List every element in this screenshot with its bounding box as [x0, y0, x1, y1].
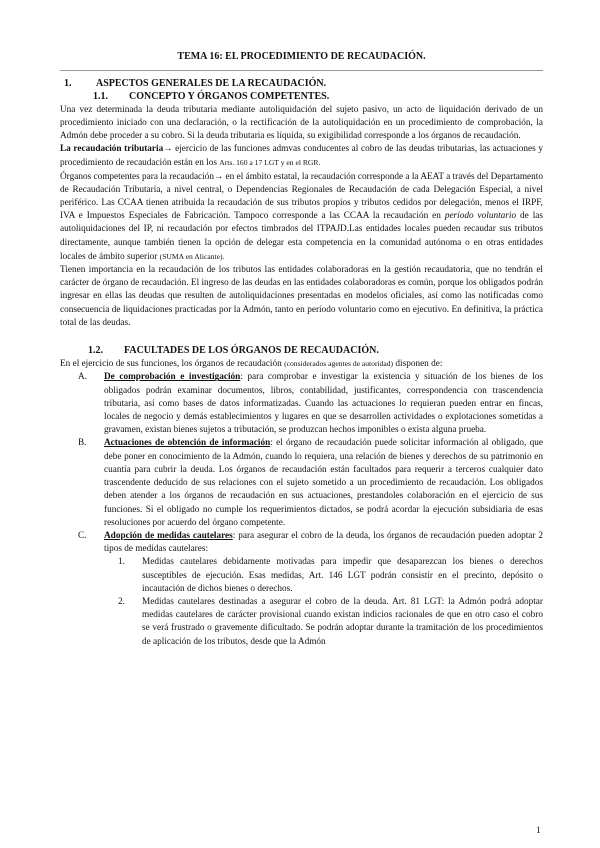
item-term: De comprobación e investigación [104, 372, 241, 383]
section-heading-1 [60, 77, 543, 90]
sub-list-item [104, 596, 543, 649]
page-number: 1 [536, 826, 541, 836]
paragraph-definition [60, 143, 543, 170]
subsection-title: FACULTADES DE LOS ÓRGANOS DE RECAUDACIÓN. [124, 345, 379, 357]
subsection-number: 1.1. [93, 91, 108, 103]
subsection-heading-1-1 [60, 90, 543, 103]
defined-term: La recaudación tributaria→ [60, 144, 173, 155]
definition-text: ejercicio de las funciones admvas conducentes al cobro de las deudas tributarias, las actuaciones y procedimiento de recaudación están en los [60, 144, 544, 169]
list-item [60, 530, 543, 649]
item-term: Adopción de medidas cautelares [104, 530, 233, 541]
list-item [60, 437, 543, 529]
paragraph-powers-intro [60, 357, 543, 371]
sub-list-text: Medidas cautelares debidamente motivadas para impedir que desaparezcan los bienes o derechos susceptibles de ejecución. Esas medidas, Art. 146 LGT podrán consistir en el precinto, depósito o incautación de dichos bienes o derechos. [142, 557, 543, 594]
list-marker: A. [78, 372, 87, 383]
item-text: : el órgano de recaudación puede solicitar información al obligado, que debe poner en conocimiento de la Admón, cuando lo requiera, una relación de bienes y derechos de su patrimonio en cuantía para cubrir la deuda. Los órganos de recaudación están facultados para requerir a terceros cualquier dato trascendente deducido de sus relaciones con el sujeto sometido a un procedimiento de recaudación. Los obligados deben atender a los órganos de recaudación en sus actuaciones, prestandoles colaboración en el ejercicio de sus funciones. Si el obligado no cumple los requerimientos dictados, se podrá acordar la ejecución subsidiaria de esas resoluciones por acuerdo del órgano competente. [104, 438, 543, 528]
list-item-body [104, 371, 543, 437]
legal-reference: Arts. 160 a 17 LGT y en el RGR. [219, 158, 321, 168]
section-number: 1. [64, 78, 72, 90]
list-item [60, 371, 543, 437]
sub-list-marker: 1. [118, 557, 125, 568]
powers-intro-text: En el ejercicio de sus funciones, los órganos de recaudación [60, 359, 285, 370]
list-item-body [104, 530, 543, 649]
item-text: : para comprobar e investigar la existencia y situación de los bienes de los obligados podrán examinar documentos, libros, contabilidad, justificantes, correspondencia con trascendencia tributaria, así como bases de datos informatizadas. Cuando las actuaciones lo requieran pueden entrar en fincas, locales de negocio y demás establecimientos y lugares en que se desarrollen actividades o explotaciones sometidas a gravamen, existan bienes sujetos a tributación, se produzcan hechos imponibles o exista alguna prueba. [104, 372, 544, 436]
item-text: : para asegurar el cobro de la deuda, los órganos de recaudación pueden adoptar 2 tipos de medidas cautelares: [104, 530, 543, 555]
paragraph-collaborating-entities: Tienen importancia en la recaudación de los tributos las entidades colaboradoras en la gestión recaudatoria, que no tendrán el carácter de órgano de recaudación. El ingreso de las deudas en las entidades colaboradoras es común, porque los obligados podrán ingresar en ellas las deudas que resulten de autoliquidaciones presentadas en modelos oficiales, así como las notificadas como consecuencia de liquidaciones practicadas por la Admón, tanto en período voluntario como en ejecutivo. En definitiva, la práctica total de las deudas. [60, 265, 543, 328]
sub-list-marker: 2. [118, 596, 125, 607]
powers-list [60, 371, 543, 648]
section-title: ASPECTOS GENERALES DE LA RECAUDACIÓN. [96, 78, 327, 90]
item-term: Actuaciones de obtención de información [104, 438, 271, 449]
sub-list-item [104, 556, 543, 596]
subsection-number: 1.2. [88, 345, 103, 357]
sub-list-text: Medidas cautelares destinadas a asegurar el cobro de la deuda. Art. 81 LGT: la Admón podrá adoptar medidas cautelares de carácter provisional cuando existan indicios racionales de que en otro caso el cobro se verá frustrado o gravemente dificultado. Se podrán adoptar durante la tramitación de los procedimientos de aplicación de los tributos, desde que la Admón [142, 596, 543, 647]
paragraph-competent-bodies [60, 171, 543, 264]
list-marker: C. [78, 530, 87, 541]
authority-note: (considerados agentes de autoridad) [284, 359, 394, 369]
subsection-title: CONCEPTO Y ÓRGANOS COMPETENTES. [129, 91, 330, 103]
powers-intro-end: disponen de: [393, 359, 443, 370]
paragraph-intro: Una vez determinada la deuda tributaria mediante autoliquidación del sujeto pasivo, un acto de liquidación derivado de un procedimiento iniciado con una declaración, o la rectificación de la autoliquidación en un procedimiento de comprobación, la Admón debe proceder a su cobro. Si la deuda tributaria es líquida, su exigibilidad corresponde a los órganos de recaudación. [60, 104, 543, 142]
document-body [60, 50, 543, 649]
title-divider [60, 70, 543, 71]
competent-bodies-text: Órganos competentes para la recaudación→ en el ámbito estatal, la recaudación corresponde a la AEAT a través del Departamento de Recaudación Tributaria, a nivel central, o Dependencias Regionales de Recaudación de cada Delegación Especial, a nivel periférico. Las CCAA tienen atribuida la recaudación de sus tributos propios y tributos cedidos por delegación, menos el IRPF, IVA e Impuestos Especiales de Fabricación. Tampoco corresponde a las CCAA la recaudación en [60, 171, 543, 222]
document-title: TEMA 16: EL PROCEDIMIENTO DE RECAUDACIÓN. [177, 51, 426, 62]
competent-bodies-text-2: de las autoliquidaciones del IP, ni recaudación por efectos timbrados del ITPAJD.Las entidades locales pueden recaudar sus tributos directamente, aunque también tienen la opción de delegar esta competencia en la comunidad autónoma o en otras entidades locales de ámbito superior [60, 211, 543, 262]
subsection-heading-1-2 [60, 344, 543, 357]
list-item-body [104, 437, 543, 529]
example-note: (SUMA en Alicante). [159, 251, 225, 261]
precautionary-measures-list [104, 556, 543, 648]
list-marker: B. [78, 438, 87, 449]
emphasis-term: período voluntario [444, 211, 517, 222]
